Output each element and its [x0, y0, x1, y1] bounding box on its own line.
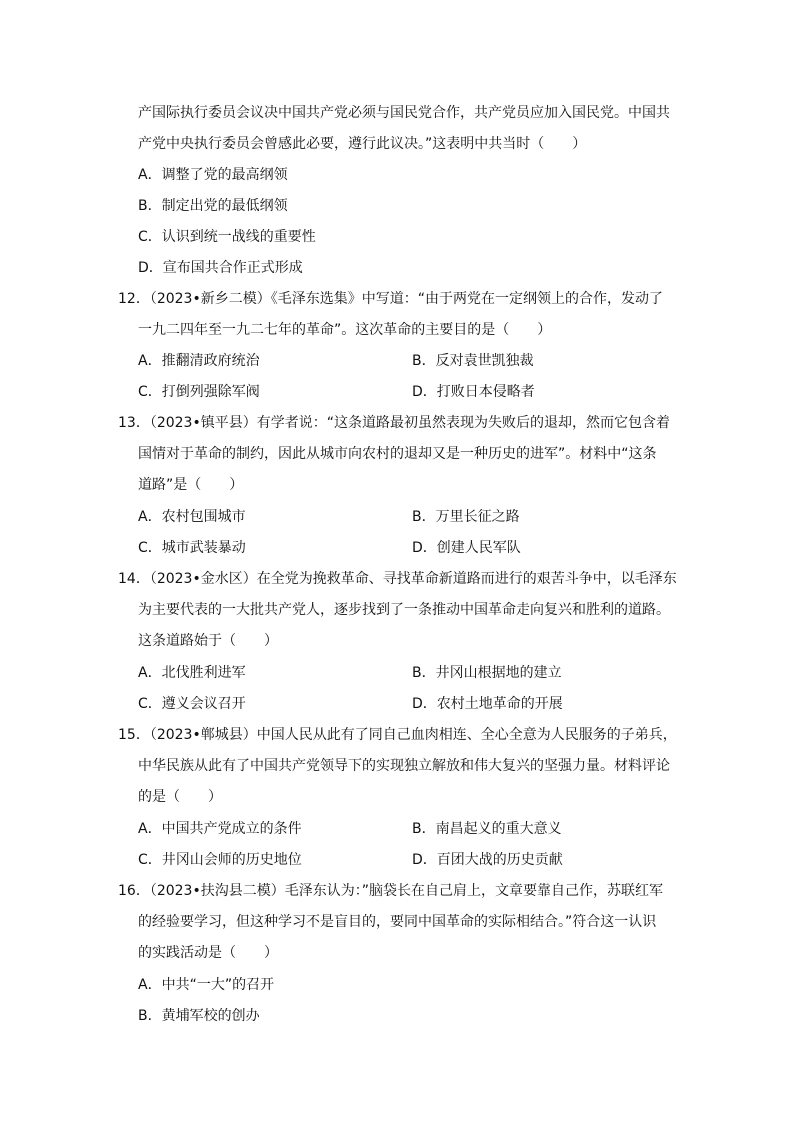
q12-option-a: A．推翻清政府统治: [138, 353, 260, 369]
q15-text-line1: 15．（2023•郸城县）中国人民从此有了同自己血肉相连、全心全意为人民服务的子弟兵，: [118, 727, 677, 743]
q13-option-b: B．万里长征之路: [412, 509, 520, 525]
q15-option-d: D．百团大战的历史贡献: [412, 852, 563, 868]
q14-text-line3: 这条道路始于（ ）: [138, 633, 278, 649]
q12-option-c: C．打倒列强除军阀: [138, 384, 260, 400]
q12-text-line1: 12．（2023•新乡二模）《毛泽东选集》中写道：“由于两党在一定纲领上的合作，发动了: [118, 291, 663, 307]
q13-text-line3: 道路”是（ ）: [138, 477, 244, 493]
q13-option-d: D．创建人民军队: [412, 540, 521, 556]
q13-text-line2: 国情对于革命的制约，因此从城市向农村的退却又是一种历史的进军”。材料中“这条: [138, 446, 657, 462]
q14-option-c: C．遵义会议召开: [138, 696, 246, 712]
q16-text-line2: 的经验要学习，但这种学习不是盲目的，要同中国革命的实际相结合。”符合这一认识: [138, 914, 657, 930]
q13-option-c: C．城市武装暴动: [138, 540, 246, 556]
q15-option-a: A．中国共产党成立的条件: [138, 821, 302, 837]
q12-option-b: B．反对袁世凯独裁: [412, 353, 534, 369]
q15-option-b: B．南昌起义的重大意义: [412, 821, 562, 837]
q16-text-line1: 16．（2023•扶沟县二模）毛泽东认为：”脑袋长在自己肩上，文章要靠自己作，苏联红军: [118, 883, 663, 899]
q14-option-d: D．农村土地革命的开展: [412, 696, 563, 712]
q14-text-line2: 为主要代表的一大批共产党人，逐步找到了一条推动中国革命走向复兴和胜利的道路。: [138, 602, 670, 618]
q16-option-a: A．中共“一大”的召开: [138, 977, 275, 993]
q11-option-c: C．认识到统一战线的重要性: [138, 229, 316, 245]
q11-option-b: B．制定出党的最低纲领: [138, 198, 288, 214]
q14-option-a: A．北伐胜利进军: [138, 665, 246, 681]
q14-text-line1: 14．（2023•金水区）在全党为挽救革命、寻找革命新道路而进行的艰苦斗争中，以毛泽东: [118, 571, 677, 587]
q12-text-line2: 一九二四年至一九二七年的革命”。这次革命的主要目的是（ ）: [138, 322, 552, 338]
q15-text-line3: 的是（ ）: [138, 789, 222, 805]
q13-option-a: A．农村包围城市: [138, 509, 246, 525]
q13-text-line1: 13．（2023•镇平县）有学者说：“这条道路最初虽然表现为失败后的退却，然而它包含着: [118, 415, 670, 431]
q11-text-line2: 产党中央执行委员会曾感此必要，遵行此议决。”这表明中共当时（ ）: [138, 136, 587, 152]
q11-text-line1: 产国际执行委员会议决中国共产党必须与国民党合作，共产党员应加入国民党。中国共: [138, 105, 670, 121]
q16-text-line3: 的实践活动是（ ）: [138, 945, 278, 961]
q11-option-d: D．宣布国共合作正式形成: [138, 260, 303, 276]
q12-option-d: D．打败日本侵略者: [412, 384, 535, 400]
q16-option-b: B．黄埔军校的创办: [138, 1008, 260, 1024]
q14-option-b: B．井冈山根据地的建立: [412, 665, 562, 681]
q11-option-a: A．调整了党的最高纲领: [138, 167, 288, 183]
q15-text-line2: 中华民族从此有了中国共产党领导下的实现独立解放和伟大复兴的坚强力量。材料评论: [138, 758, 670, 774]
q15-option-c: C．井冈山会师的历史地位: [138, 852, 302, 868]
